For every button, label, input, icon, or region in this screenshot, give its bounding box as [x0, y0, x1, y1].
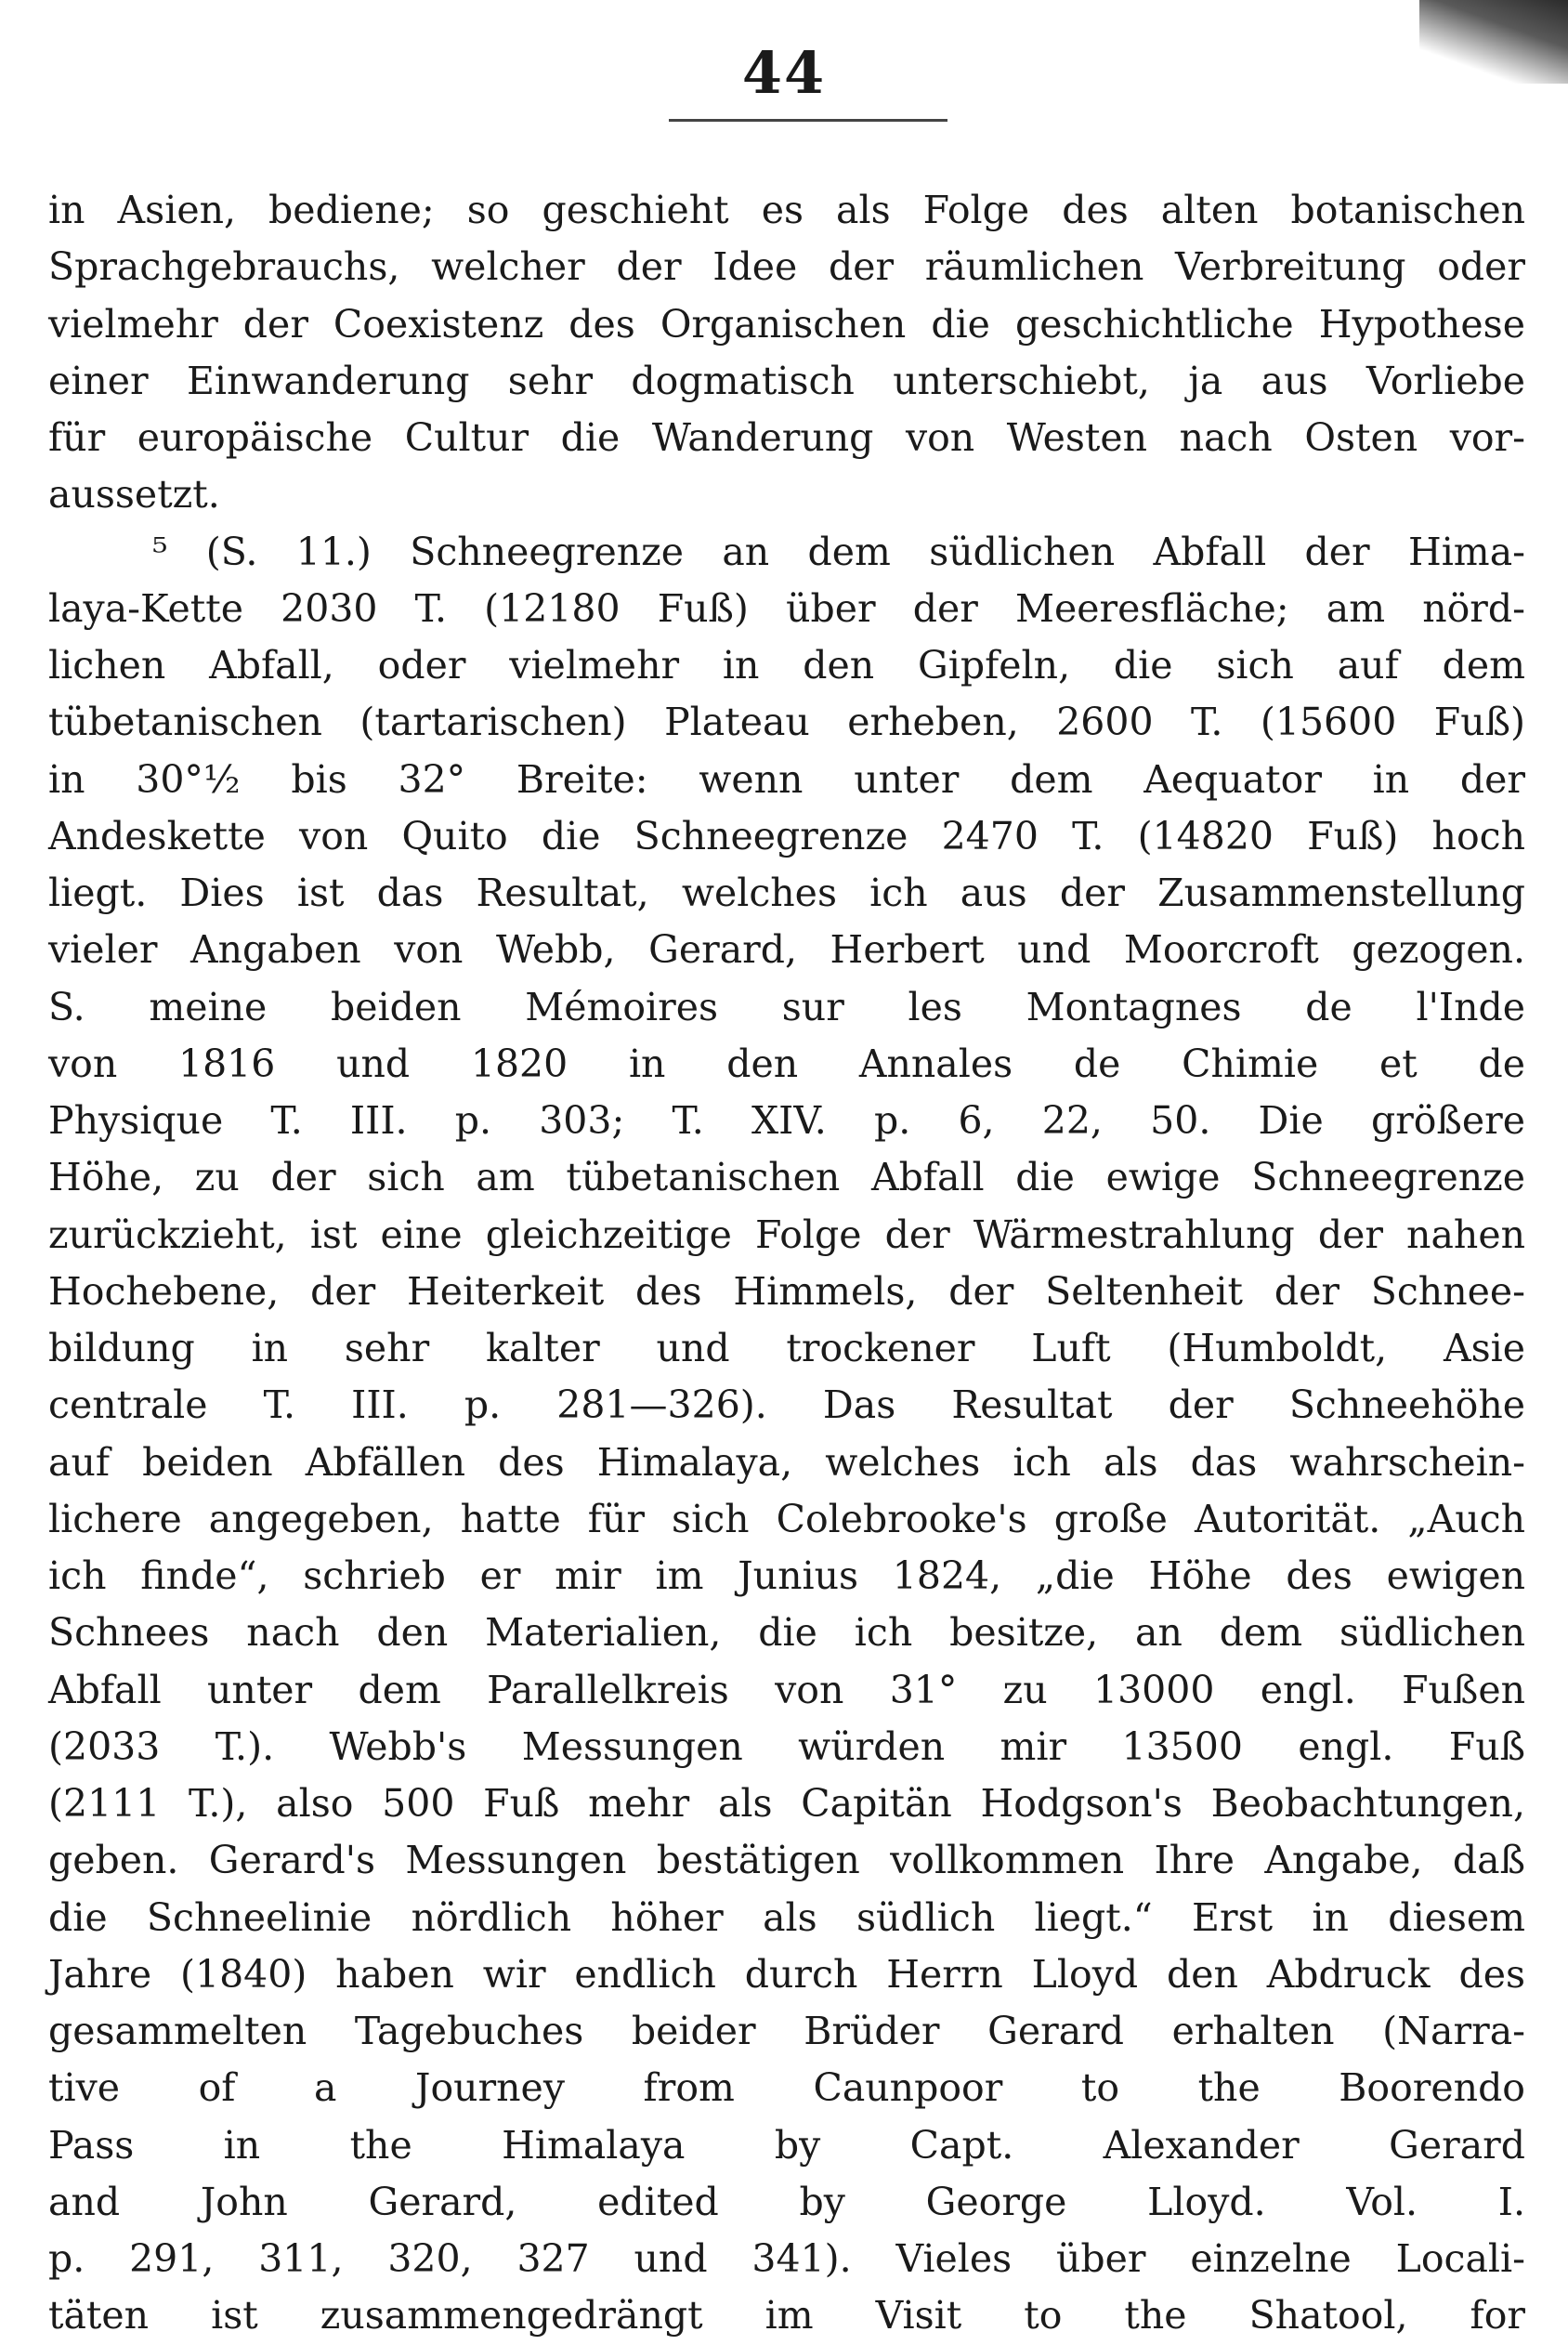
text-line: Pass in the Himalaya by Capt. Alexander Gerard	[48, 2122, 1525, 2168]
text-line: aussetzt.	[48, 472, 220, 517]
text-line: laya-Kette 2030 T. (12180 Fuß) über der Meeresfläche; am nörd-	[48, 585, 1525, 631]
text-line: and John Gerard, edited by George Lloyd. Vol. I.	[48, 2179, 1525, 2224]
text-line: für europäische Cultur die Wanderung von Westen nach Osten vor-	[48, 415, 1525, 460]
text-line: lichen Abfall, oder vielmehr in den Gipfeln, die sich auf dem	[48, 643, 1525, 688]
text-line: Abfall unter dem Parallelkreis von 31° zu 13000 engl. Fußen	[48, 1667, 1525, 1712]
text-line: die Schneelinie nördlich höher als südlich liegt.“ Erst in diesem	[48, 1894, 1525, 1940]
text-line: täten ist zusammengedrängt im Visit to the Shatool, for	[48, 2293, 1525, 2338]
text-line: tübetanischen (tartarischen) Plateau erheben, 2600 T. (15600 Fuß)	[48, 700, 1525, 745]
text-line: Physique T. III. p. 303; T. XIV. p. 6, 22, 50. Die größere	[48, 1098, 1525, 1143]
text-line: (2111 T.), also 500 Fuß mehr als Capitän Hodgson's Beobachtungen,	[48, 1781, 1525, 1826]
page-number: 44	[741, 39, 827, 107]
text-line: lichere angegeben, hatte für sich Colebrooke's große Autorität. „Auch	[48, 1496, 1525, 1541]
text-line: geben. Gerard's Messungen bestätigen vollkommen Ihre Angabe, daß	[48, 1838, 1525, 1883]
text-line: p. 291, 311, 320, 327 und 341). Vieles über einzelne Locali-	[48, 2236, 1525, 2281]
text-line: einer Einwanderung sehr dogmatisch unterschiebt, ja aus Vorliebe	[48, 358, 1525, 403]
text-line: ich finde“, schrieb er mir im Junius 1824, „die Höhe des ewigen	[48, 1553, 1525, 1598]
text-line: bildung in sehr kalter und trockener Luft (Humboldt, Asie	[48, 1326, 1525, 1370]
text-line: von 1816 und 1820 in den Annales de Chimie et de	[48, 1041, 1525, 1086]
text-line: vieler Angaben von Webb, Gerard, Herbert und Moorcroft gezogen.	[48, 927, 1525, 973]
text-line: Jahre (1840) haben wir endlich durch Herrn Lloyd den Abdruck des	[48, 1951, 1525, 1997]
body-text	[48, 182, 1525, 2345]
text-line: Sprachgebrauchs, welcher der Idee der räumlichen Verbreitung oder	[48, 244, 1525, 290]
text-line: Schnees nach den Materialien, die ich besitze, an dem südlichen	[48, 1610, 1525, 1656]
text-line: gesammelten Tagebuches beider Brüder Gerard erhalten (Narra-	[48, 2009, 1525, 2053]
text-line: liegt. Dies ist das Resultat, welches ich aus der Zusammenstellung	[48, 871, 1525, 915]
text-line: centrale T. III. p. 281—326). Das Resultat der Schneehöhe	[48, 1382, 1525, 1428]
text-line: vielmehr der Coexistenz des Organischen die geschichtliche Hypothese	[48, 301, 1525, 347]
text-line: in 30°½ bis 32° Breite: wenn unter dem Aequator in der	[48, 756, 1525, 802]
text-line: tive of a Journey from Caunpoor to the Boorendo	[48, 2065, 1525, 2111]
text-line: zurückzieht, ist eine gleichzeitige Folge der Wärmestrahlung der nahen	[48, 1212, 1525, 1257]
text-line: Höhe, zu der sich am tübetanischen Abfall die ewige Schneegrenze	[48, 1155, 1525, 1200]
text-line: (2033 T.). Webb's Messungen würden mir 13500 engl. Fuß	[48, 1723, 1525, 1769]
text-line: S. meine beiden Mémoires sur les Montagnes de l'Inde	[48, 984, 1525, 1029]
header-rule	[669, 119, 947, 122]
text-line: in Asien, bediene; so geschieht es als Folge des alten botanischen	[48, 188, 1525, 232]
footnote-start-line: ⁵ (S. 11.) Schneegrenze an dem südlichen Abfall der Hima-	[152, 529, 1525, 574]
text-line: Andeskette von Quito die Schneegrenze 2470 T. (14820 Fuß) hoch	[48, 813, 1525, 858]
text-line: auf beiden Abfällen des Himalaya, welches ich als das wahrschein-	[48, 1439, 1525, 1485]
text-line: Hochebene, der Heiterkeit des Himmels, der Seltenheit der Schnee-	[48, 1268, 1525, 1314]
